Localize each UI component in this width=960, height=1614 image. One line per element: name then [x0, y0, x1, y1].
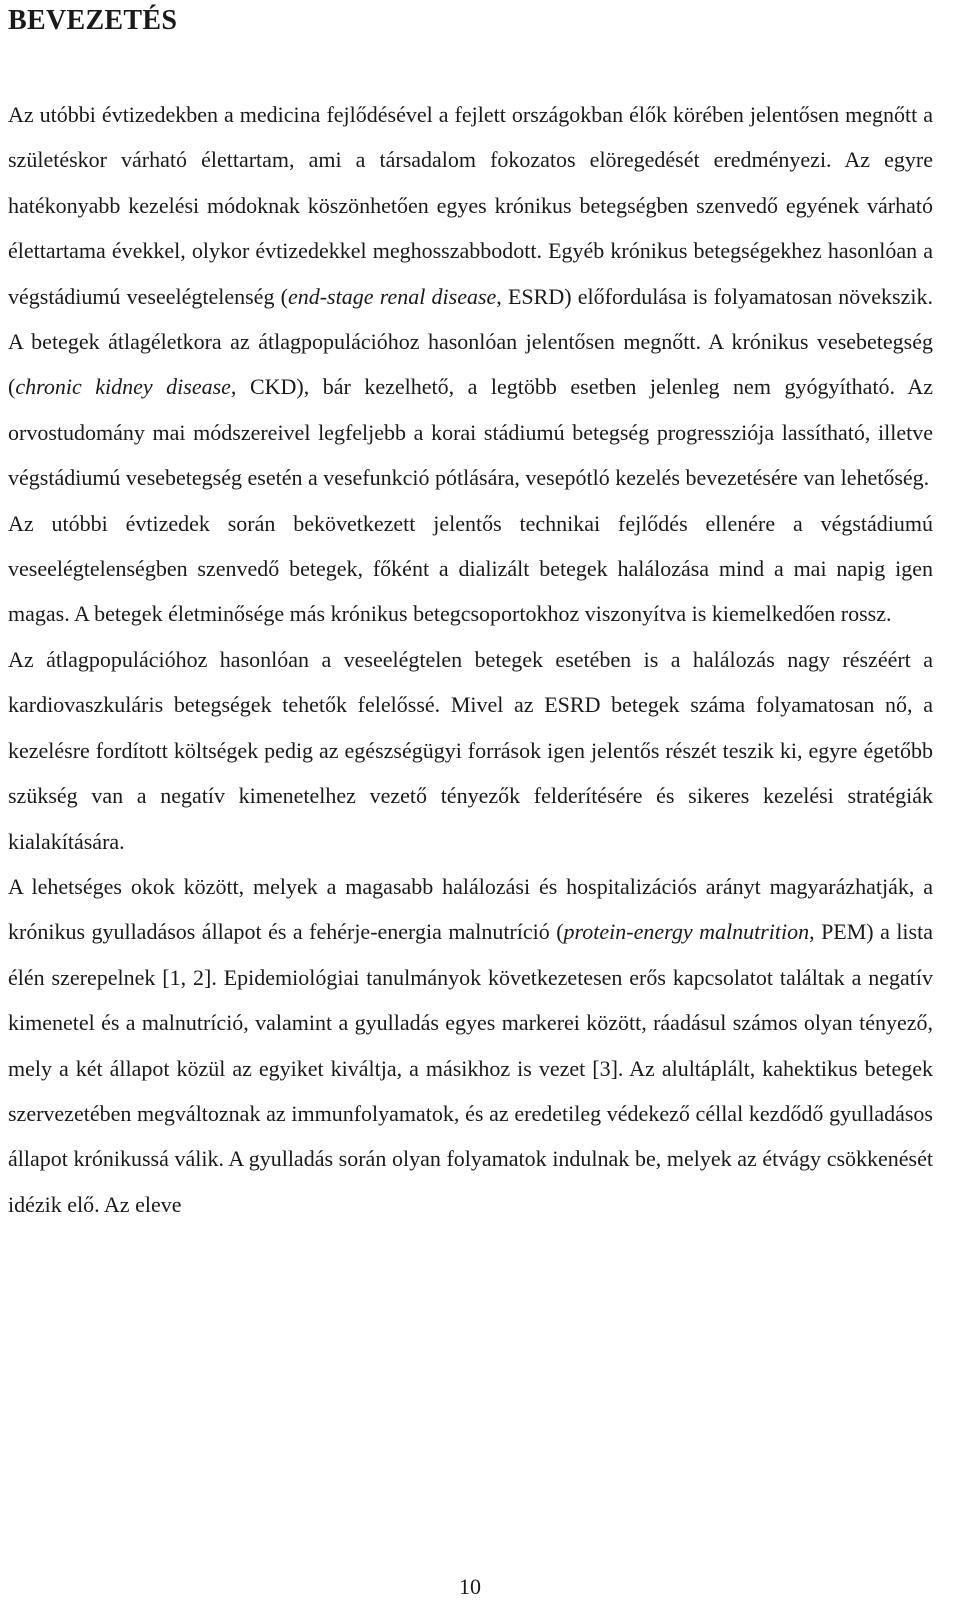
- paragraph-text: Az utóbbi évtizedekben a medicina fejlődésével a fejlett országokban élők körében jelentősen megnőtt a születéskor várható élettartam, ami a társadalom fokozatos elöregedését eredményezi. Az egyre hatékonyabb kezelési módoknak köszönhetően egyes krónikus betegségben szenvedő egyének várható élettartama évekkel, olykor évtizedekkel meghosszabbodott. Egyéb krónikus betegségekhez hasonlóan a végstádiumú veseelégtelenség (: [8, 102, 933, 309]
- paragraph-text: A lehetséges okok között, melyek a magasabb halálozási és hospitalizációs arányt magyarázhatják, a krónikus gyulladásos állapot és a fehérje-energia malnutríció (: [8, 873, 933, 945]
- paragraph-italic-term: end-stage renal disease: [287, 283, 497, 309]
- paragraph-italic-term: protein-energy malnutrition: [563, 919, 810, 945]
- page-number: 10: [459, 1574, 481, 1599]
- paragraph-text: Az átlagpopulációhoz hasonlóan a veseelégtelen betegek esetében is a halálozás nagy részéért a kardiovaszkuláris betegségek tehetők felelőssé. Mivel az ESRD betegek száma folyamatosan nő, a kezelésre fordított költségek pedig az egészségügyi források igen jelentős részét teszik ki, egyre égetőbb szükség van a negatív kimenetelhez vezető tényezők felderítésére és sikeres kezelési stratégiák kialakítására.: [8, 646, 933, 854]
- paragraph-4: [8, 864, 933, 1227]
- paragraph-3: [8, 637, 933, 864]
- paragraph-text: , ESRD) előfordulása is folyamatosan növekszik. A betegek átlagéletkora az átlagpopulációhoz hasonlóan jelentősen megnőtt. A krónikus vesebetegség (: [8, 283, 933, 400]
- body-text: [8, 92, 933, 1227]
- document-page: [8, 0, 933, 1217]
- section-heading: BEVEZETÉS: [8, 5, 178, 36]
- paragraph-1: [8, 92, 933, 501]
- paragraph-text: Az utóbbi évtizedek során bekövetkezett jelentős technikai fejlődés ellenére a végstádiumú veseelégtelenségben szenvedő betegek, főként a dializált betegek halálozása mind a mai napig igen magas. A betegek életminősége más krónikus betegcsoportokhoz viszonyítva is kiemelkedően rossz.: [8, 510, 933, 627]
- paragraph-2: [8, 501, 933, 637]
- paragraph-italic-term: chronic kidney disease: [15, 374, 231, 400]
- paragraph-text: , PEM) a lista élén szerepelnek [1, 2]. Epidemiológiai tanulmányok következetesen erős kapcsolatot találtak a negatív kimenetel és a malnutríció, valamint a gyulladás egyes markerei között, ráadásul számos olyan tényező, mely a két állapot közül az egyiket kiváltja, a másikhoz is vezet [3]. Az alultáplált, kahektikus betegek szervezetében megváltoznak az immunfolyamatok, és az eredetileg védekező céllal kezdődő gyulladásos állapot krónikussá válik. A gyulladás során olyan folyamatok indulnak be, melyek az étvágy csökkenését idézik elő. Az eleve: [8, 919, 933, 1217]
- paragraph-text: , CKD), bár kezelhető, a legtöbb esetben jelenleg nem gyógyítható. Az orvostudomány mai módszereivel legfeljebb a korai stádiumú betegség progressziója lassítható, illetve végstádiumú vesebetegség esetén a vesefunkció pótlására, vesepótló kezelés bevezetésére van lehetőség.: [8, 374, 933, 491]
